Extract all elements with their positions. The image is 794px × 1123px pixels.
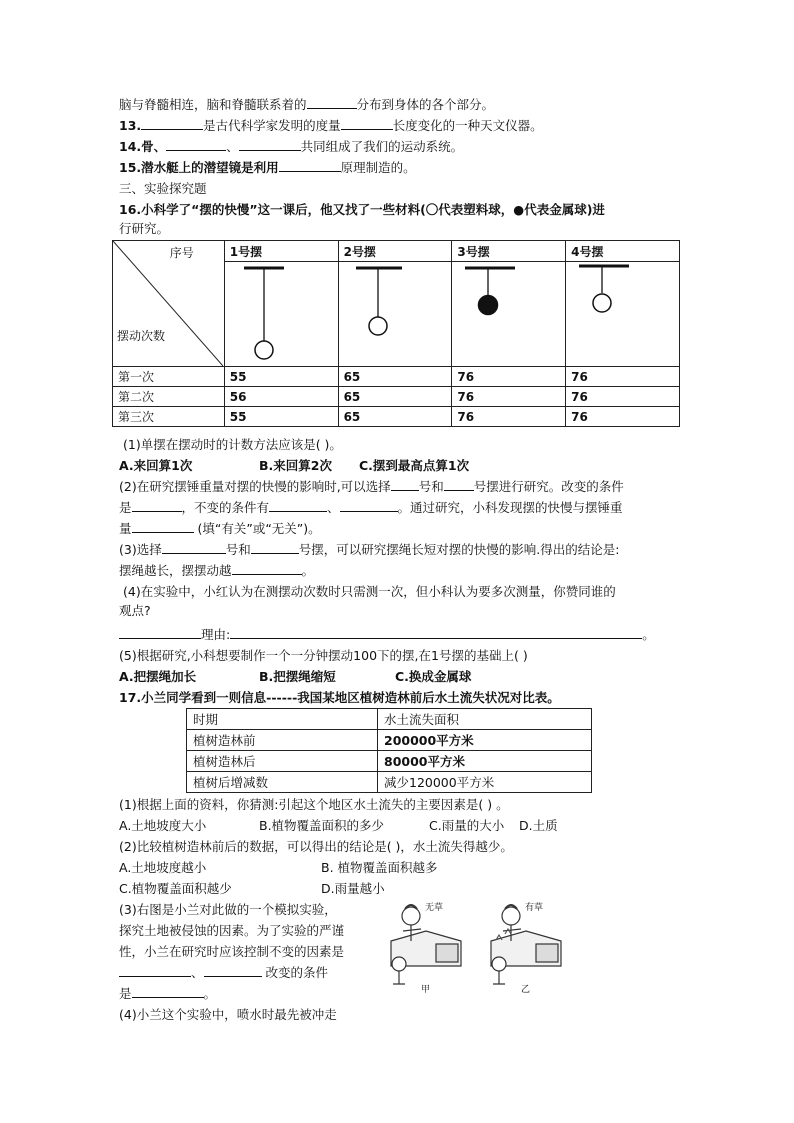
diagonal-line xyxy=(113,241,223,366)
answer-blank[interactable] xyxy=(239,138,301,151)
q17-part4: (4)小兰这个实验中，喷水时最先被冲走 xyxy=(119,1007,337,1022)
question-16-intro-cont: 行研究。 xyxy=(119,221,170,236)
answer-blank[interactable] xyxy=(251,541,299,554)
q16-part3-cont: 摆绳越长，摆摆动越 。 xyxy=(119,563,315,578)
q16-part1: (1)单摆在摆动时的计数方法应该是( )。 xyxy=(123,437,342,452)
pendulum-3-image xyxy=(452,262,566,367)
label-with-grass: 有草 xyxy=(525,903,544,913)
section-heading: 三、实验探究题 xyxy=(119,181,207,196)
line-nervous-system: 脑与脊髓相连，脑和脊髓联系着的 分布到身体的各个部分。 xyxy=(119,97,495,112)
q17-part1: (1)根据上面的资料，你猜测:引起这个地区水土流失的主要因素是( ) 。 xyxy=(119,797,509,812)
answer-blank[interactable] xyxy=(444,478,474,491)
option-b[interactable]: B.来回算2次 xyxy=(259,458,332,473)
answer-blank[interactable] xyxy=(166,138,226,151)
answer-blank[interactable] xyxy=(269,499,327,512)
answer-blank[interactable] xyxy=(141,117,203,130)
option-d[interactable]: D.土质 xyxy=(519,818,558,833)
q17-part3: (3)右图是小兰对此做的一个模拟实验， xyxy=(119,902,337,917)
answer-blank[interactable] xyxy=(132,985,204,998)
question-14: 14.骨、 、 共同组成了我们的运动系统。 xyxy=(119,139,464,154)
answer-blank[interactable] xyxy=(340,499,398,512)
option-b[interactable]: B.植物覆盖面积的多少 xyxy=(259,818,385,833)
option-a[interactable]: A.把摆绳加长 xyxy=(119,669,197,684)
option-b[interactable]: B.把摆绳缩短 xyxy=(259,669,336,684)
q16-part1-options xyxy=(119,457,470,475)
table-row: 第三次 55 65 76 76 xyxy=(113,407,680,427)
header-pendulum-4: 4号摆 xyxy=(566,241,680,262)
answer-blank[interactable] xyxy=(119,626,201,639)
table-row: 植树后增减数 减少120000平方米 xyxy=(187,772,592,793)
q17-part3-line3: 性，小兰在研究时应该控制不变的因素是 xyxy=(119,944,345,959)
q16-part2: (2)在研究摆锤重量对摆的快慢的影响时,可以选择 号和 号摆进行研究。改变的条件 xyxy=(119,479,624,494)
q16-part4-reason: 理由: 。 xyxy=(119,626,655,644)
pendulum-4-icon xyxy=(571,263,671,363)
q16-part4: (4)在实验中，小红认为在测摆动次数时只需测一次，但小科认为要多次测量，你赞同谁的 xyxy=(123,584,616,599)
header-pendulum-2: 2号摆 xyxy=(338,241,452,262)
label-no-grass: 无草 xyxy=(425,903,444,913)
pendulum-1-icon xyxy=(230,263,330,363)
table-corner-cell: 序号 摆动次数 xyxy=(113,241,225,367)
header-pendulum-1: 1号摆 xyxy=(224,241,338,262)
pendulum-2-icon xyxy=(344,263,444,363)
option-c[interactable]: C.植物覆盖面积越少 xyxy=(119,881,232,896)
q17-part3-line5: 是 。 xyxy=(119,986,217,1001)
q17-part2: (2)比较植树造林前后的数据，可以得出的结论是( )，水土流失得越少。 xyxy=(119,839,513,854)
answer-blank[interactable] xyxy=(204,964,262,977)
option-c[interactable]: C.换成金属球 xyxy=(395,669,472,684)
header-pendulum-3: 3号摆 xyxy=(452,241,566,262)
table-row: 植树造林后 80000平方米 xyxy=(187,751,592,772)
option-a[interactable]: A.土地坡度大小 xyxy=(119,818,207,833)
pendulum-table xyxy=(112,240,680,427)
option-c[interactable]: C.摆到最高点算1次 xyxy=(359,458,470,473)
table-row: 时期 水土流失面积 xyxy=(187,709,592,730)
option-a[interactable]: A.土地坡度越小 xyxy=(119,860,207,875)
question-13: 13. 是古代科学家发明的度量 长度变化的一种天文仪器。 xyxy=(119,118,543,133)
answer-blank[interactable] xyxy=(230,626,642,639)
pendulum-4-image xyxy=(566,262,680,367)
option-c[interactable]: C.雨量的大小 xyxy=(429,818,505,833)
q17-part2-options-ab xyxy=(119,859,438,877)
label-jia: 甲 xyxy=(421,985,431,995)
q17-part1-options xyxy=(119,817,558,835)
q16-part5: (5)根据研究,小科想要制作一个一分钟摆动100下的摆,在1号摆的基础上( ) xyxy=(119,648,528,663)
q17-part3-line4: 、 改变的条件 xyxy=(119,964,328,982)
pendulum-2-image xyxy=(338,262,452,367)
table-row: 第二次 56 65 76 76 xyxy=(113,387,680,407)
label-yi: 乙 xyxy=(521,985,531,995)
q17-part2-options-cd xyxy=(119,880,385,898)
answer-blank[interactable] xyxy=(307,96,357,109)
erosion-experiment-illustration xyxy=(381,896,581,996)
answer-blank[interactable] xyxy=(279,159,341,172)
q16-part4-cont: 观点? xyxy=(119,603,151,618)
answer-blank[interactable] xyxy=(232,562,302,575)
q16-part3: (3)选择 号和 号摆，可以研究摆绳长短对摆的快慢的影响.得出的结论是: xyxy=(119,542,620,557)
answer-blank[interactable] xyxy=(119,964,191,977)
pendulum-1-image xyxy=(224,262,338,367)
answer-blank[interactable] xyxy=(132,499,182,512)
option-d[interactable]: D.雨量越小 xyxy=(321,881,385,896)
q16-part2-cont: 是 ，不变的条件有 、 。通过研究，小科发现摆的快慢与摆锤重 xyxy=(119,500,623,515)
answer-blank[interactable] xyxy=(132,520,194,533)
question-17-intro: 17.小兰同学看到一则信息------我国某地区植树造林前后水土流失状况对比表。 xyxy=(119,690,560,705)
pendulum-3-icon xyxy=(457,263,557,363)
question-15: 15.潜水艇上的潜望镜是利用 原理制造的。 xyxy=(119,160,416,175)
answer-blank[interactable] xyxy=(391,478,419,491)
answer-blank[interactable] xyxy=(341,117,393,130)
option-a[interactable]: A.来回算1次 xyxy=(119,458,193,473)
erosion-experiment-figure xyxy=(381,896,581,996)
option-b[interactable]: B. 植物覆盖面积越多 xyxy=(321,860,438,875)
soil-erosion-table xyxy=(186,708,592,793)
q16-part2-end: 量 (填“有关”或“无关”)。 xyxy=(119,521,321,536)
answer-blank[interactable] xyxy=(162,541,226,554)
q17-part3-line2: 探究土地被侵蚀的因素。为了实验的严谨 xyxy=(119,923,345,938)
q16-part5-options xyxy=(119,668,472,686)
table-row: 植树造林前 200000平方米 xyxy=(187,730,592,751)
question-16-intro: 16.小科学了“摆的快慢”这一课后，他又找了一些材料(〇代表塑料球，●代表金属球)进 xyxy=(119,202,605,217)
table-row: 第一次 55 65 76 76 xyxy=(113,367,680,387)
